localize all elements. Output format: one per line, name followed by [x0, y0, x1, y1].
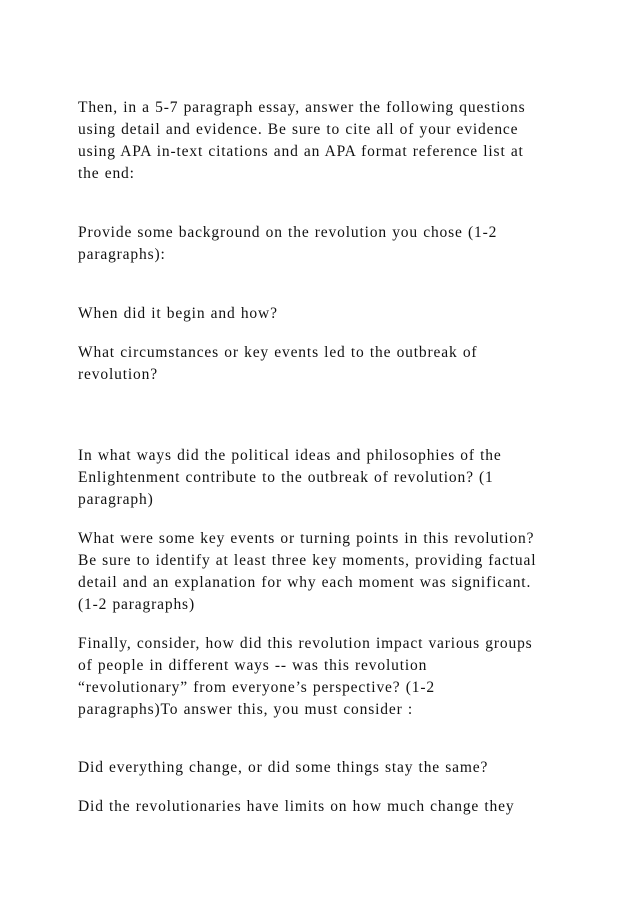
text-line: “revolutionary” from everyone’s perspective? (1-2	[78, 679, 435, 696]
text-line: (1-2 paragraphs)	[78, 596, 195, 613]
text-line: When did it begin and how?	[78, 305, 278, 322]
text-line: using detail and evidence. Be sure to cite all of your evidence	[78, 121, 519, 138]
text-line: Be sure to identify at least three key moments, providing factual	[78, 552, 537, 569]
text-line: Did everything change, or did some things stay the same?	[78, 759, 489, 776]
text-line: the end:	[78, 165, 135, 182]
text-line: Then, in a 5-7 paragraph essay, answer the following questions	[78, 99, 526, 116]
text-line: using APA in-text citations and an APA format reference list at	[78, 143, 524, 160]
text-line: revolution?	[78, 366, 158, 383]
text-line: Enlightenment contribute to the outbreak of revolution? (1	[78, 469, 494, 486]
text-line: What circumstances or key events led to the outbreak of	[78, 344, 478, 361]
text-line: What were some key events or turning points in this revolution?	[78, 530, 535, 547]
text-line: In what ways did the political ideas and philosophies of the	[78, 447, 502, 464]
text-line: of people in different ways -- was this revolution	[78, 657, 428, 674]
text-line: Did the revolutionaries have limits on how much change they	[78, 798, 515, 815]
text-line: paragraph)	[78, 491, 154, 508]
text-line: Finally, consider, how did this revolution impact various groups	[78, 635, 533, 652]
text-line: detail and an explanation for why each moment was significant.	[78, 574, 532, 591]
text-line: paragraphs):	[78, 246, 166, 263]
text-line: Provide some background on the revolution you chose (1-2	[78, 224, 498, 241]
text-line: paragraphs)To answer this, you must consider :	[78, 701, 414, 718]
